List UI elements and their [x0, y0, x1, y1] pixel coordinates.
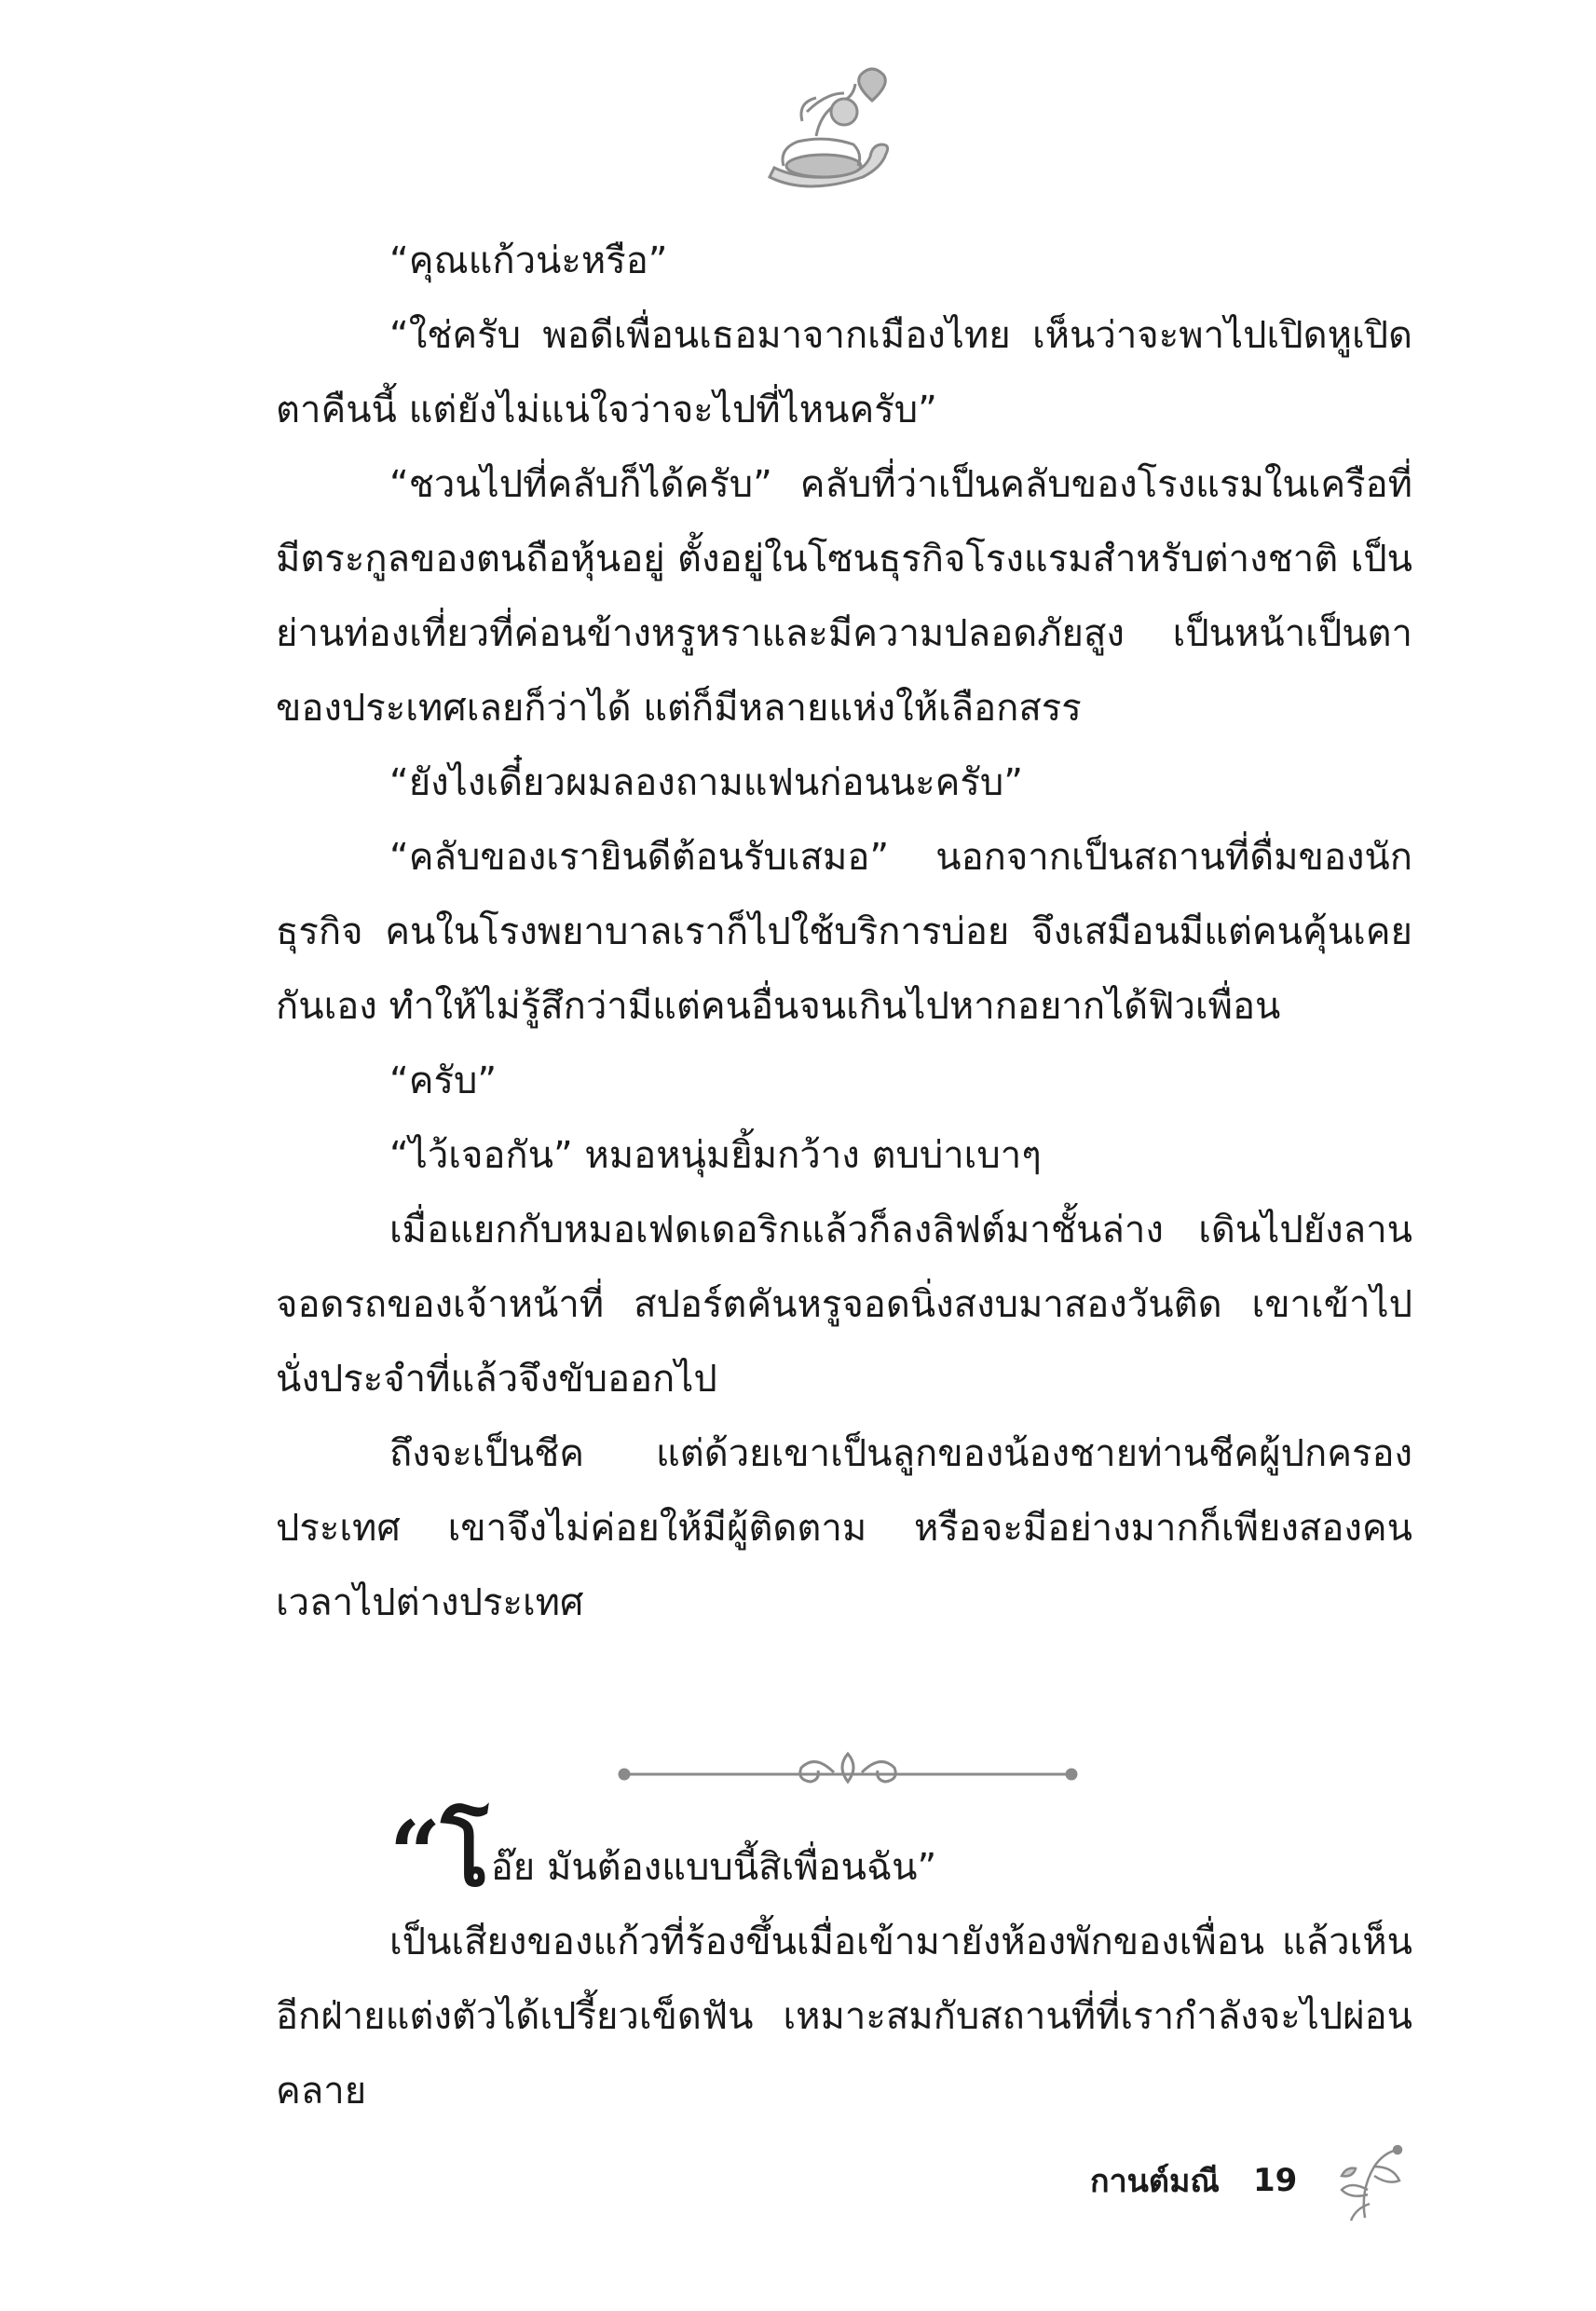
page-footer [1090, 2143, 1407, 2218]
section-two [276, 1801, 1412, 2128]
paragraph: “ไว้เจอกัน” หมอหนุ่มยิ้มกว้าง ตบบ่าเบาๆ [389, 1134, 1042, 1177]
cupid-teapot-icon [751, 56, 909, 214]
drop-cap: “โ [389, 1801, 489, 1907]
page-body [276, 224, 1412, 1640]
paragraph: ถึงจะเป็นชีค แต่ด้วยเขาเป็นลูกของน้องชายท่านชีคผู้ปกครองประเทศ เขาจึงไม่ค่อยให้มีผู้ติดตาม หรือจะมีอย่างมากก็เพียงสองคนเวลาไปต่างประเทศ [276, 1432, 1412, 1624]
paragraph: “คุณแก้วน่ะหรือ” [389, 239, 668, 282]
floral-ornament-icon [1323, 2139, 1407, 2222]
page-number: 19 [1252, 2162, 1298, 2199]
paragraph: เมื่อแยกกับหมอเฟดเดอริกแล้วก็ลงลิฟต์มาชั้นล่าง เดินไปยังลานจอดรถของเจ้าหน้าที่ สปอร์ตคันหรูจอดนิ่งสงบมาสองวันติด เขาเข้าไปนั่งประจำที่แล้วจึงขับออกไป [276, 1209, 1412, 1401]
paragraph: “ชวนไปที่คลับก็ได้ครับ” คลับที่ว่าเป็นคลับของโรงแรมในเครือที่มีตระกูลของตนถือหุ้นอยู่ ตั้งอยู่ในโซนธุรกิจโรงแรมสำหรับต่างชาติ เป็นย่านท่องเที่ยวที่ค่อนข้างหรูหราและมีความปลอดภัยสูง เป็นหน้าเป็นตาของประเทศเลยก็ว่าได้ แต่ก็มีหลายแห่งให้เลือกสรร [276, 463, 1412, 730]
paragraph: “ยังไงเดี๋ยวผมลองถามแฟนก่อนนะครับ” [389, 761, 1024, 804]
paragraph: เป็นเสียงของแก้วที่ร้องขึ้นเมื่อเข้ามายังห้องพักของเพื่อน แล้วเห็นอีกฝ่ายแต่งตัวได้เปรี้ยวเข็ดฟัน เหมาะสมกับสถานที่ที่เรากำลังจะไปผ่อนคลาย [276, 1921, 1412, 2113]
paragraph: “ครับ” [389, 1060, 498, 1102]
opening-line-text: อ๊ย มันต้องแบบนี้สิเพื่อนฉัน” [490, 1846, 937, 1889]
paragraph: “ใช่ครับ พอดีเพื่อนเธอมาจากเมืองไทย เห็นว่าจะพาไปเปิดหูเปิดตาคืนนี้ แต่ยังไม่แน่ใจว่าจะไปที่ไหนครับ” [276, 314, 1412, 431]
paragraph: “คลับของเรายินดีต้อนรับเสมอ” นอกจากเป็นสถานที่ดื่มของนักธุรกิจ คนในโรงพยาบาลเราก็ไปใช้บริการบ่อย จึงเสมือนมีแต่คนคุ้นเคยกันเอง ทำให้ไม่รู้สึกว่ามีแต่คนอื่นจนเกินไปหากอยากได้ฟิวเพื่อน [276, 836, 1412, 1028]
scroll-divider-icon [615, 1744, 1081, 1800]
opening-line [276, 1801, 1412, 1907]
running-title: กานต์มณี [1090, 2163, 1220, 2200]
